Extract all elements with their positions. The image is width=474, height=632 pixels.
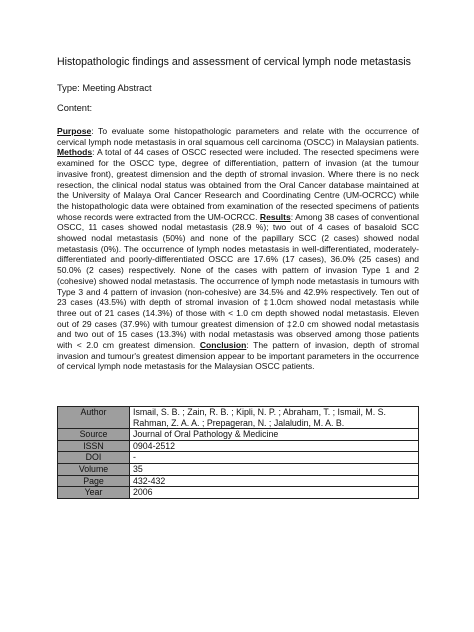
doi-value: - — [130, 452, 419, 464]
table-row — [58, 487, 419, 499]
table-row — [58, 429, 419, 441]
abstract-body — [57, 126, 419, 372]
source-value: Journal of Oral Pathology & Medicine — [130, 429, 419, 441]
table-row — [58, 440, 419, 452]
issn-value: 0904-2512 — [130, 440, 419, 452]
document-title: Histopathologic findings and assessment of cervical lymph node metastasis — [57, 56, 411, 68]
table-row — [58, 475, 419, 487]
type-line: Type: Meeting Abstract — [57, 83, 152, 93]
results-text: : Among 38 cases of conventional OSCC, 11 cases showed nodal metastasis (28.9 %); two out of 4 cases of basaloid SCC showed nodal metastasis (50%) and none of the papillary SCC (2 cases) showed nodal metastasis (0%). The occurrence of lymph nodes metastasis in well-differentiated, moderately-differentiated and poorly-differentiated OSCC are 17.6% (17 cases), 36.0% (25 cases) and 50.0% (2 cases) respectively. None of the cases with pattern of invasion Type 1 and 2 (cohesive) showed nodal metastasis. The occurrence of lymph node metastasis in tumours with Type 3 and 4 pattern of invasion (non-cohesive) are 34.5% and 42.9% respectively. Ten out of 23 cases (43.5%) with depth of stromal invasion of ‡1.0cm showed nodal metastasis while three out of 21 cases (14.3%) of those with < 1.0 cm depth showed nodal metastasis. Eleven out of 29 cases (37.9%) with tumour greatest dimension of ‡2.0 cm showed nodal metastasis and two out of 15 cases (13.3%) with nodal metastasis was observed among those patients with < 2.0 cm greatest dimension. — [57, 211, 419, 351]
results-label: Results — [259, 211, 291, 222]
year-value: 2006 — [130, 487, 419, 499]
purpose-text: : To evaluate some histopathologic parameters and relate with the occurrence of cervical lymph node metastasis in oral squamous cell carcinoma (OSCC) in Malaysian patients. — [57, 126, 419, 147]
source-label: Source — [58, 429, 130, 441]
volume-value: 35 — [130, 463, 419, 475]
issn-label: ISSN — [58, 440, 130, 452]
methods-text: : A total of 44 cases of OSCC resected were included. The resected specimens were examined for the OSCC type, degree of differentiation, pattern of invasion (at the tumour invasive front), greatest dimension and the depth of stromal invasion. Where there is no neck resection, the clinical nodal status was obtained from the Oral Cancer database maintained at the University of Malaya Oral Cancer Research and Coordinating Centre (UM-OCRCC) while the histopathologic data were obtained from examination of the resected specimens of patients whose records were extracted from the UM-OCRCC. — [57, 147, 419, 222]
doi-label: DOI — [58, 452, 130, 464]
table-row — [58, 407, 419, 429]
metadata-table — [57, 406, 419, 499]
methods-label: Methods — [57, 147, 93, 158]
page-label: Page — [58, 475, 130, 487]
author-value: Ismail, S. B. ; Zain, R. B. ; Kipli, N. P. ; Abraham, T. ; Ismail, M. S. Rahman, Z. A. A. ; Prepageran, N. ; Jalaludin, M. A. B. — [130, 407, 419, 429]
purpose-label: Purpose — [57, 126, 92, 136]
conclusion-label: Conclusion — [199, 340, 247, 351]
year-label: Year — [58, 487, 130, 499]
author-label: Author — [58, 407, 130, 429]
page-value: 432-432 — [130, 475, 419, 487]
content-label: Content: — [57, 103, 93, 113]
volume-label: Volume — [58, 463, 130, 475]
conclusion-text: : The pattern of invasion, depth of stromal invasion and tumour's greatest dimension appear to be important parameters in the occurrence of cervical lymph node metastasis for the Malaysian OSCC patients. — [57, 340, 419, 372]
table-row — [58, 463, 419, 475]
table-row — [58, 452, 419, 464]
